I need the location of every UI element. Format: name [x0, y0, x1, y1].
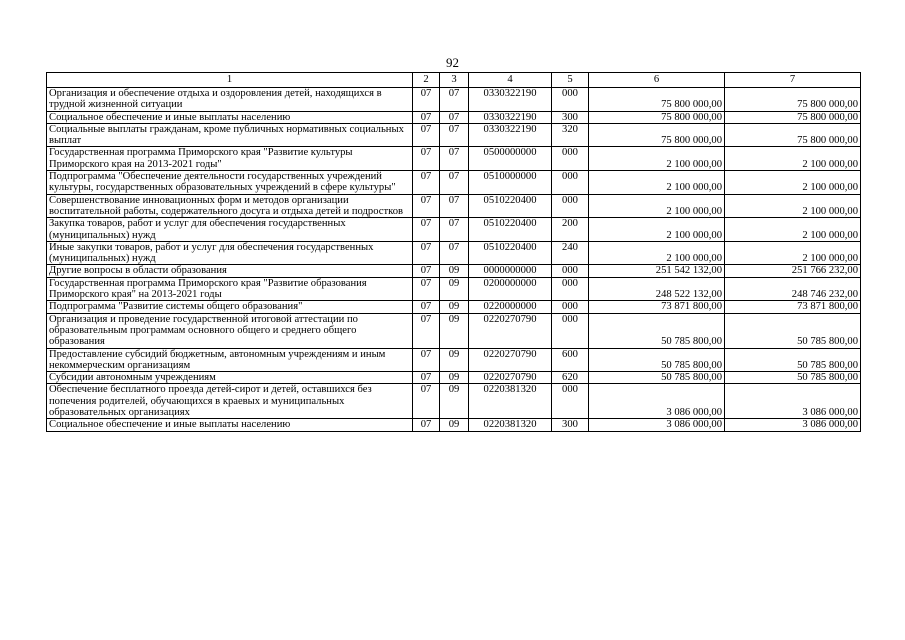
row-target-code: 0510220400 — [469, 218, 552, 242]
row-name: Субсидии автономным учреждениям — [47, 372, 413, 384]
row-subsection: 07 — [440, 123, 469, 147]
row-section: 07 — [413, 171, 440, 195]
header-col-2: 2 — [413, 73, 440, 88]
row-subsection: 07 — [440, 88, 469, 112]
row-subsection: 09 — [440, 384, 469, 419]
row-section: 07 — [413, 147, 440, 171]
table-row — [47, 123, 861, 147]
row-expense-type: 000 — [552, 301, 589, 313]
row-section: 07 — [413, 265, 440, 277]
row-name: Другие вопросы в области образования — [47, 265, 413, 277]
row-section: 07 — [413, 301, 440, 313]
row-expense-type: 240 — [552, 241, 589, 265]
row-section: 07 — [413, 218, 440, 242]
table-row — [47, 111, 861, 123]
row-subsection: 09 — [440, 372, 469, 384]
row-target-code: 0330322190 — [469, 123, 552, 147]
row-amount-1: 2 100 000,00 — [589, 218, 725, 242]
row-amount-1: 73 871 800,00 — [589, 301, 725, 313]
page-number: 92 — [446, 55, 459, 70]
row-amount-1: 50 785 800,00 — [589, 372, 725, 384]
row-subsection: 09 — [440, 348, 469, 372]
table-row — [47, 301, 861, 313]
row-target-code: 0220000000 — [469, 301, 552, 313]
table-header-row — [47, 73, 861, 88]
row-amount-2: 75 800 000,00 — [725, 111, 861, 123]
row-amount-2: 75 800 000,00 — [725, 123, 861, 147]
row-expense-type: 000 — [552, 265, 589, 277]
table-row — [47, 88, 861, 112]
row-section: 07 — [413, 419, 440, 431]
header-col-5: 5 — [552, 73, 589, 88]
row-expense-type: 000 — [552, 384, 589, 419]
row-expense-type: 620 — [552, 372, 589, 384]
row-subsection: 07 — [440, 241, 469, 265]
row-name: Государственная программа Приморского края "Развитие культуры Приморского края на 2013-2021 годы" — [47, 147, 413, 171]
row-name: Социальное обеспечение и иные выплаты населению — [47, 111, 413, 123]
row-name: Социальные выплаты гражданам, кроме публичных нормативных социальных выплат — [47, 123, 413, 147]
row-section: 07 — [413, 194, 440, 218]
row-section: 07 — [413, 384, 440, 419]
row-name: Организация и проведение государственной итоговой аттестации по образовательным программам основного общего и среднего общего образования — [47, 313, 413, 348]
row-section: 07 — [413, 111, 440, 123]
row-target-code: 0220270790 — [469, 313, 552, 348]
row-expense-type: 300 — [552, 111, 589, 123]
row-subsection: 09 — [440, 301, 469, 313]
row-subsection: 09 — [440, 313, 469, 348]
row-target-code: 0510220400 — [469, 241, 552, 265]
row-amount-2: 2 100 000,00 — [725, 147, 861, 171]
row-name: Организация и обеспечение отдыха и оздоровления детей, находящихся в трудной жизненной ситуации — [47, 88, 413, 112]
row-name: Подпрограмма "Обеспечение деятельности государственных учреждений культуры, государственных образовательных учреждений в сфере культуры" — [47, 171, 413, 195]
row-name: Социальное обеспечение и иные выплаты населению — [47, 419, 413, 431]
row-target-code: 0330322190 — [469, 88, 552, 112]
row-expense-type: 000 — [552, 194, 589, 218]
table-row — [47, 348, 861, 372]
row-target-code: 0200000000 — [469, 277, 552, 301]
row-section: 07 — [413, 348, 440, 372]
row-target-code: 0220381320 — [469, 419, 552, 431]
row-expense-type: 300 — [552, 419, 589, 431]
header-col-7: 7 — [725, 73, 861, 88]
row-section: 07 — [413, 88, 440, 112]
row-amount-2: 3 086 000,00 — [725, 384, 861, 419]
row-name: Закупка товаров, работ и услуг для обеспечения государственных (муниципальных) нужд — [47, 218, 413, 242]
row-target-code: 0220270790 — [469, 372, 552, 384]
table-row — [47, 147, 861, 171]
row-amount-2: 2 100 000,00 — [725, 218, 861, 242]
row-amount-1: 50 785 800,00 — [589, 313, 725, 348]
row-subsection: 07 — [440, 194, 469, 218]
row-expense-type: 200 — [552, 218, 589, 242]
row-subsection: 07 — [440, 171, 469, 195]
budget-table — [46, 72, 861, 432]
row-name: Подпрограмма "Развитие системы общего образования" — [47, 301, 413, 313]
row-section: 07 — [413, 313, 440, 348]
row-subsection: 07 — [440, 218, 469, 242]
row-amount-2: 2 100 000,00 — [725, 194, 861, 218]
header-col-1: 1 — [47, 73, 413, 88]
row-target-code: 0220381320 — [469, 384, 552, 419]
row-subsection: 09 — [440, 419, 469, 431]
row-amount-1: 75 800 000,00 — [589, 88, 725, 112]
row-target-code: 0510000000 — [469, 171, 552, 195]
row-target-code: 0500000000 — [469, 147, 552, 171]
row-name: Государственная программа Приморского края "Развитие образования Приморского края" на 2013-2021 годы — [47, 277, 413, 301]
row-expense-type: 000 — [552, 171, 589, 195]
table-row — [47, 171, 861, 195]
row-amount-2: 251 766 232,00 — [725, 265, 861, 277]
row-amount-2: 3 086 000,00 — [725, 419, 861, 431]
row-section: 07 — [413, 123, 440, 147]
row-name: Обеспечение бесплатного проезда детей-сирот и детей, оставшихся без попечения родителей, обучающихся в краевых и муниципальных образовательных организациях — [47, 384, 413, 419]
row-name: Совершенствование инновационных форм и методов организации воспитательной работы, содержательного досуга и отдыха детей и подростков — [47, 194, 413, 218]
row-expense-type: 600 — [552, 348, 589, 372]
row-target-code: 0510220400 — [469, 194, 552, 218]
row-expense-type: 000 — [552, 147, 589, 171]
row-amount-2: 50 785 800,00 — [725, 313, 861, 348]
row-subsection: 07 — [440, 147, 469, 171]
row-expense-type: 000 — [552, 313, 589, 348]
row-amount-1: 75 800 000,00 — [589, 111, 725, 123]
row-amount-1: 2 100 000,00 — [589, 194, 725, 218]
table-row — [47, 419, 861, 431]
row-subsection: 09 — [440, 277, 469, 301]
row-amount-2: 248 746 232,00 — [725, 277, 861, 301]
row-amount-2: 2 100 000,00 — [725, 171, 861, 195]
row-amount-2: 73 871 800,00 — [725, 301, 861, 313]
table-row — [47, 372, 861, 384]
row-amount-1: 248 522 132,00 — [589, 277, 725, 301]
row-target-code: 0000000000 — [469, 265, 552, 277]
row-amount-1: 2 100 000,00 — [589, 241, 725, 265]
header-col-6: 6 — [589, 73, 725, 88]
header-col-4: 4 — [469, 73, 552, 88]
row-amount-1: 3 086 000,00 — [589, 384, 725, 419]
row-section: 07 — [413, 277, 440, 301]
table-row — [47, 277, 861, 301]
row-amount-2: 50 785 800,00 — [725, 348, 861, 372]
table-row — [47, 265, 861, 277]
row-target-code: 0330322190 — [469, 111, 552, 123]
row-amount-1: 3 086 000,00 — [589, 419, 725, 431]
row-name: Предоставление субсидий бюджетным, автономным учреждениям и иным некоммерческим организациям — [47, 348, 413, 372]
row-expense-type: 320 — [552, 123, 589, 147]
row-amount-1: 50 785 800,00 — [589, 348, 725, 372]
row-section: 07 — [413, 241, 440, 265]
budget-table-body — [47, 73, 861, 432]
header-col-3: 3 — [440, 73, 469, 88]
row-subsection: 07 — [440, 111, 469, 123]
table-row — [47, 218, 861, 242]
row-amount-2: 75 800 000,00 — [725, 88, 861, 112]
table-row — [47, 194, 861, 218]
row-section: 07 — [413, 372, 440, 384]
row-expense-type: 000 — [552, 277, 589, 301]
row-expense-type: 000 — [552, 88, 589, 112]
table-row — [47, 313, 861, 348]
table-row — [47, 241, 861, 265]
row-amount-2: 2 100 000,00 — [725, 241, 861, 265]
row-amount-1: 251 542 132,00 — [589, 265, 725, 277]
row-amount-1: 2 100 000,00 — [589, 171, 725, 195]
row-amount-2: 50 785 800,00 — [725, 372, 861, 384]
row-subsection: 09 — [440, 265, 469, 277]
row-amount-1: 2 100 000,00 — [589, 147, 725, 171]
row-name: Иные закупки товаров, работ и услуг для обеспечения государственных (муниципальных) нужд — [47, 241, 413, 265]
table-row — [47, 384, 861, 419]
row-target-code: 0220270790 — [469, 348, 552, 372]
row-amount-1: 75 800 000,00 — [589, 123, 725, 147]
